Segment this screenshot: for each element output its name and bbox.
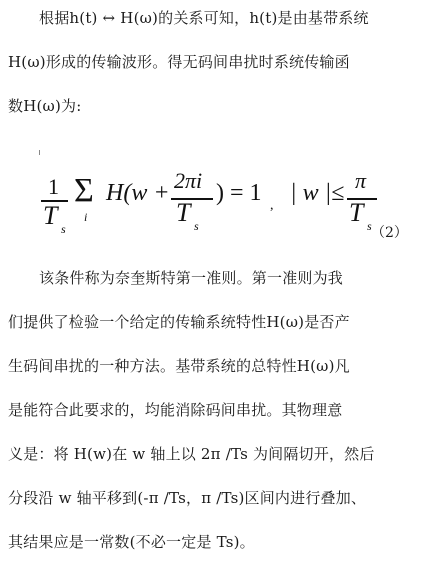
- fraction-3-denominator: T: [349, 198, 364, 227]
- paragraph2-line3: 生码间串扰的一种方法。基带系统的总特性H(ω)凡: [8, 357, 350, 375]
- formula-corner-mark: [39, 150, 40, 155]
- fraction-2-denominator-subscript: s: [194, 219, 199, 233]
- fraction-2-numerator: 2πi: [174, 168, 203, 193]
- fraction-3-denominator-subscript: s: [367, 219, 372, 233]
- equation-number: （2）: [371, 225, 408, 241]
- sigma-symbol: Σ: [74, 172, 94, 209]
- fraction-1-denominator: T: [43, 201, 58, 230]
- fraction-1-denominator-subscript: s: [61, 222, 66, 236]
- nyquist-criterion-formula: [36, 168, 416, 240]
- sigma-subscript: i: [84, 210, 88, 224]
- paragraph1-line1: 根据h(t) ↔ H(ω)的关系可知，h(t)是由基带系统: [39, 9, 369, 27]
- formula-comma: ,: [270, 198, 274, 213]
- h-of-w-open: H(w +: [106, 180, 170, 206]
- fraction-2-denominator: T: [176, 198, 191, 227]
- paragraph1-line3: 数H(ω)为:: [8, 97, 82, 115]
- fraction-3-numerator: π: [355, 168, 367, 193]
- paragraph2-line4: 是能符合此要求的，均能消除码间串扰。其物理意: [8, 401, 343, 419]
- paragraph2-line1: 该条件称为奈奎斯特第一准则。第一准则为我: [39, 269, 344, 287]
- paragraph2-line5: 义是：将 H(w)在 w 轴上以 2π /Ts 为间隔切开，然后: [8, 445, 375, 463]
- close-paren-equals-one: ) = 1: [216, 180, 262, 206]
- paragraph1-line2: H(ω)形成的传输波形。得无码间串扰时系统传输函: [8, 53, 350, 71]
- paragraph2-line6: 分段沿 w 轴平移到(-π /Ts，π /Ts)区间内进行叠加、: [8, 489, 367, 507]
- paragraph2-line2: 们提供了检验一个给定的传输系统特性H(ω)是否产: [8, 313, 350, 331]
- fraction-1-numerator: 1: [48, 174, 59, 199]
- paragraph2-line7: 其结果应是一常数(不必一定是 Ts)。: [8, 533, 255, 551]
- abs-w-leq: | w |≤: [290, 180, 345, 206]
